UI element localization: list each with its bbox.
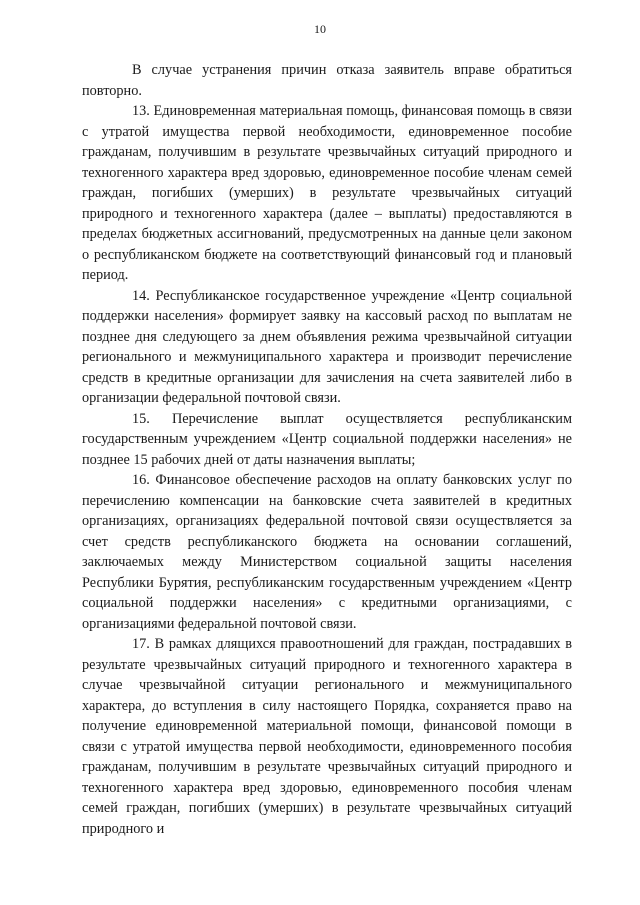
paragraph-refusal-resubmission: В случае устранения причин отказа заявитель вправе обратиться повторно. <box>82 62 572 99</box>
paragraph-17: 17. В рамках длящихся правоотношений для граждан, пострадавших в результате чрезвычайных ситуаций природного и техногенного характера в случае чрезвычайной ситуации регионального и межмуниципального характера, до вступления в силу настоящего Порядка, сохраняется право на получение единовременной материальной помощи, финансовой помощи в связи с утратой имущества первой необходимости, единовременного пособия гражданам, получившим в результате чрезвычайных ситуаций природного и техногенного характера вред здоровью, единовременного пособия членам семей граждан, погибших (умерших) в результате чрезвычайных ситуаций природного и <box>82 636 572 837</box>
paragraph-15: 15. Перечисление выплат осуществляется республиканским государственным учреждением «Центр социальной поддержки населения» не позднее 15 рабочих дней от даты назначения выплаты; <box>82 410 572 468</box>
page-number: 10 <box>314 22 326 36</box>
paragraph-14: 14. Республиканское государственное учреждение «Центр социальной поддержки населения» формирует заявку на кассовый расход по выплатам не позднее дня следующего за днем объявления режима чрезвычайной ситуации регионального и межмуниципального характера и производит перечисление средств в кредитные организации для зачисления на счета заявителей либо в организации федеральной почтовой связи. <box>82 287 572 406</box>
paragraph-13: 13. Единовременная материальная помощь, финансовая помощь в связи с утратой имущества первой необходимости, единовременное пособие гражданам, получившим в результате чрезвычайных ситуаций природного и техногенного характера вред здоровью, единовременное пособие членам семей граждан, погибших (умерших) в результате чрезвычайных ситуаций природного и техногенного характера (далее – выплаты) предоставляются в пределах бюджетных ассигнований, предусмотренных на данные цели законом о республиканском бюджете на соответствующий финансовый год и плановый период. <box>82 103 572 283</box>
paragraph-16: 16. Финансовое обеспечение расходов на оплату банковских услуг по перечислению компенсации на банковские счета заявителей в кредитных организациях, организациях федеральной почтовой связи осуществляется за счет средств республиканского бюджета на основании соглашений, заключаемых между Министерством социальной защиты населения Республики Бурятия, республиканским государственным учреждением «Центр социальной поддержки населения» с кредитными организациями, с организациями федеральной почтовой связи. <box>82 472 572 632</box>
document-body <box>82 60 572 839</box>
